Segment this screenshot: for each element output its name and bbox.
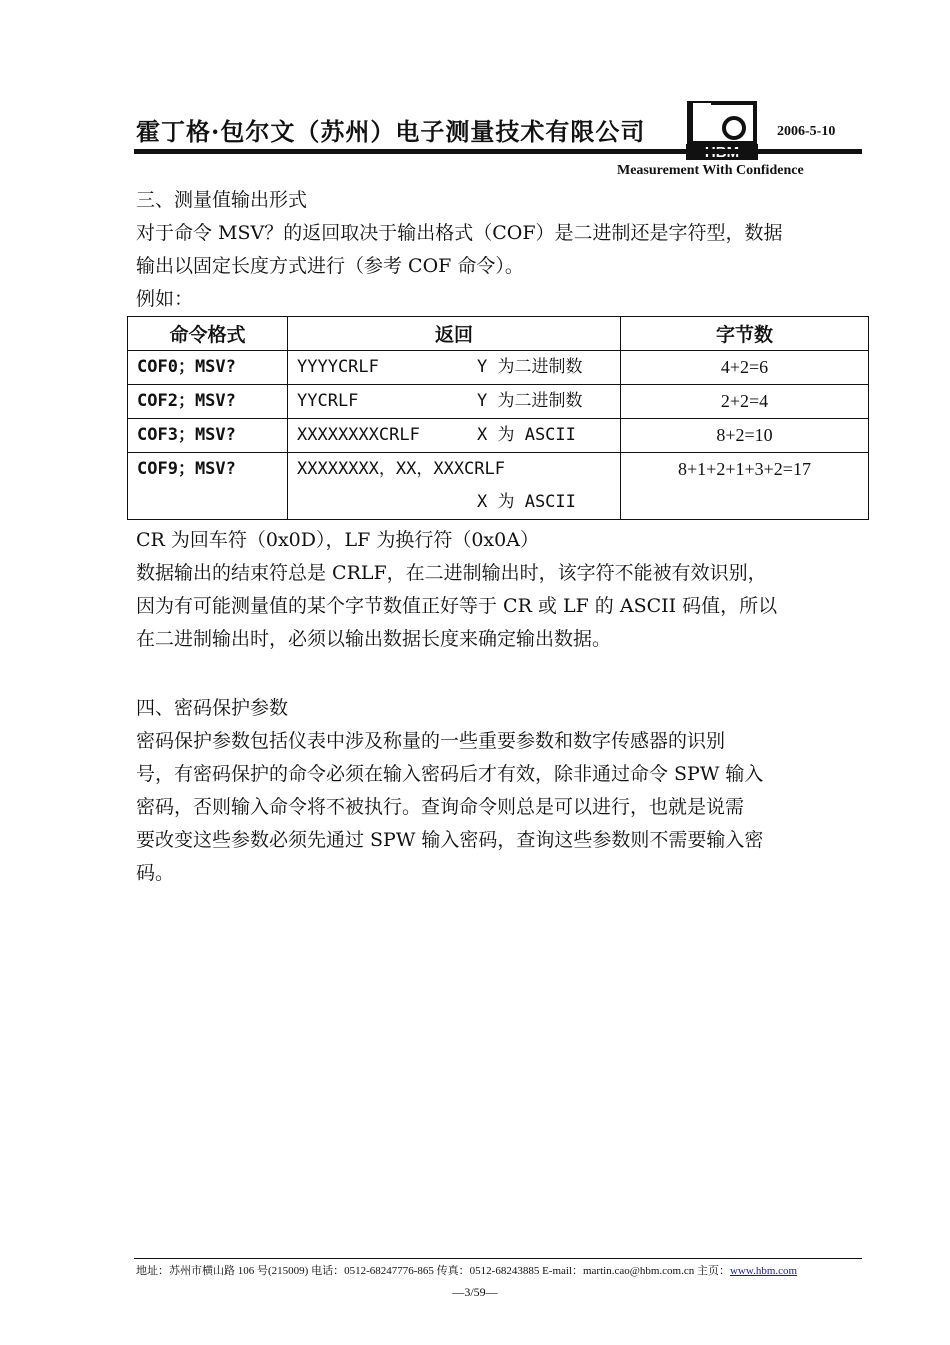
return-cell	[288, 385, 621, 419]
return-cell	[288, 351, 621, 385]
document-date: 2006-5-10	[777, 124, 836, 139]
table-row	[128, 351, 869, 385]
return-cell	[288, 419, 621, 453]
paragraph-line: 因为有可能测量值的某个字节数值正好等于 CR 或 LF 的 ASCII 码值，所以	[136, 595, 778, 617]
command-cell: COF9；MSV?	[128, 453, 288, 520]
return-code: YYYYCRLF	[297, 357, 379, 377]
footer-address: 地址：苏州市横山路 106 号(215009) 电话：0512-68247776-865 传真：0512-68243885 E-mail：martin.cao@hbm.com.cn 主页：	[136, 1265, 730, 1277]
table-row	[128, 453, 869, 520]
paragraph-line: 密码，否则输入命令将不被执行。查询命令则总是可以进行，也就是说需	[136, 796, 745, 818]
return-note: Y 为二进制数	[477, 391, 583, 411]
paragraph-line: 密码保护参数包括仪表中涉及称量的一些重要参数和数字传感器的识别	[136, 730, 726, 752]
paragraph-line: 在二进制输出时，必须以输出数据长度来确定输出数据。	[136, 628, 612, 650]
section4-heading: 四、密码保护参数	[136, 697, 289, 719]
paragraph-line: 号，有密码保护的命令必须在输入密码后才有效，除非通过命令 SPW 输入	[136, 763, 764, 785]
column-header: 返回	[288, 317, 621, 351]
bytes-cell: 8+1+2+1+3+2=17	[621, 453, 869, 520]
paragraph-line: CR 为回车符（0x0D），LF 为换行符（0x0A）	[136, 529, 539, 551]
paragraph-line: 对于命令 MSV？的返回取决于输出格式（COF）是二进制还是字符型，数据	[136, 222, 783, 244]
example-label: 例如：	[136, 288, 194, 310]
paragraph-line: 要改变这些参数必须先通过 SPW 输入密码，查询这些参数则不需要输入密	[136, 829, 764, 851]
column-header: 字节数	[621, 317, 869, 351]
bytes-cell: 4+2=6	[621, 351, 869, 385]
section3-text	[136, 184, 860, 316]
table-header-row	[128, 317, 869, 351]
bytes-cell: 2+2=4	[621, 385, 869, 419]
company-name: 霍丁格·包尔文（苏州）电子测量技术有限公司	[136, 117, 646, 146]
section3-heading: 三、测量值输出形式	[136, 189, 308, 211]
paragraph-line: 数据输出的结束符总是 CRLF，在二进制输出时，该字符不能被有效识别，	[136, 562, 767, 584]
section4-text	[136, 692, 860, 890]
return-note: X 为 ASCII	[477, 425, 576, 445]
header-divider	[134, 149, 862, 154]
tagline: Measurement With Confidence	[617, 163, 804, 178]
return-cell	[288, 453, 621, 520]
footer-divider	[134, 1258, 862, 1259]
command-cell: COF3；MSV?	[128, 419, 288, 453]
return-code: YYCRLF	[297, 391, 359, 411]
table-row	[128, 385, 869, 419]
section3-notes	[136, 524, 860, 656]
command-cell: COF0；MSV?	[128, 351, 288, 385]
output-format-table	[127, 316, 869, 520]
command-cell: COF2；MSV?	[128, 385, 288, 419]
page-number: —3/59—	[452, 1285, 498, 1299]
return-note: X 为 ASCII	[477, 492, 576, 512]
homepage-link[interactable]: www.hbm.com	[729, 1265, 798, 1277]
return-note: Y 为二进制数	[477, 357, 583, 377]
paragraph-line: 输出以固定长度方式进行（参考 COF 命令）。	[136, 255, 524, 277]
return-code: XXXXXXXX，XX，XXXCRLF	[297, 459, 505, 479]
bytes-cell: 8+2=10	[621, 419, 869, 453]
column-header: 命令格式	[128, 317, 288, 351]
footer-contact	[136, 1262, 862, 1278]
table-row	[128, 419, 869, 453]
return-code: XXXXXXXXCRLF	[297, 425, 420, 445]
paragraph-line: 码。	[136, 862, 175, 884]
